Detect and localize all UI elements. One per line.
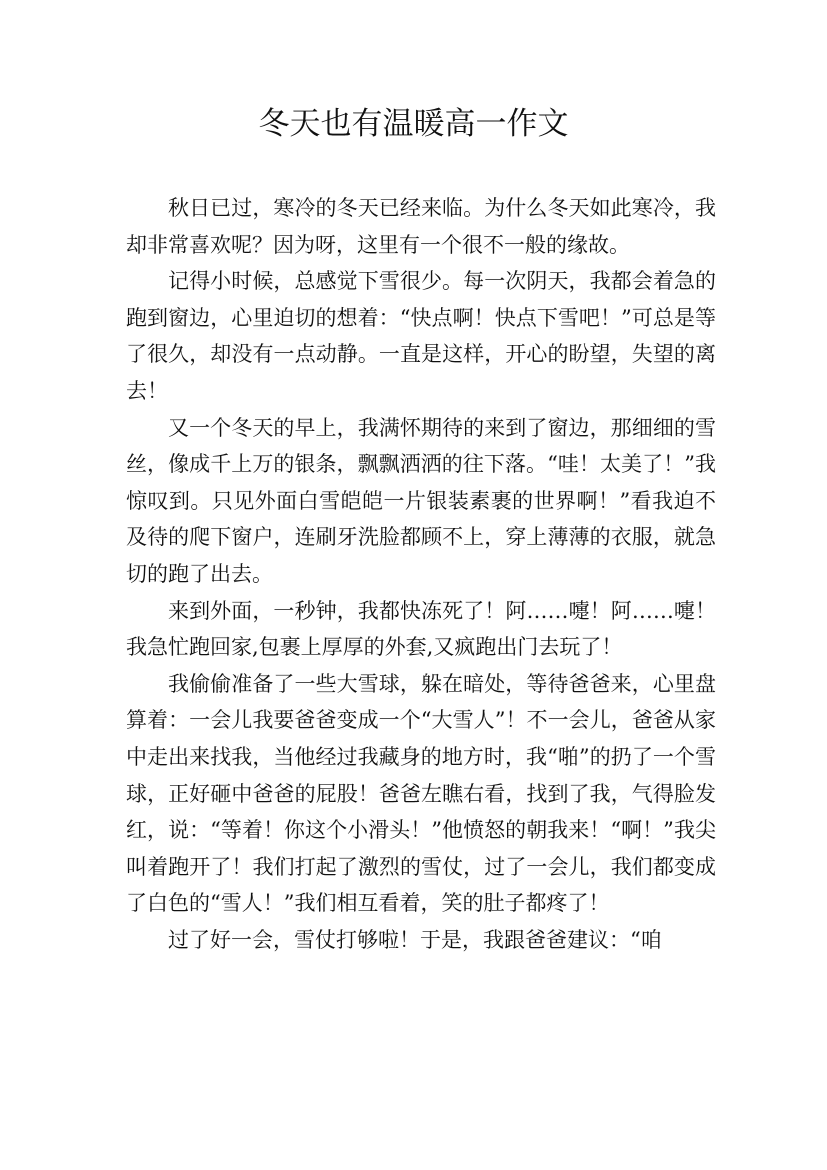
paragraph: 记得小时候，总感觉下雪很少。每一次阴天，我都会着急的跑到窗边，心里迫切的想着：“快点啊！快点下雪吧！”可总是等了很久，却没有一点动静。一直是这样，开心的盼望，失望的离去！	[126, 269, 716, 403]
paragraph: 秋日已过，寒冷的冬天已经来临。为什么冬天如此寒冷，我却非常喜欢呢？因为呀，这里有一个很不一般的缘故。	[126, 196, 716, 257]
paragraph: 又一个冬天的早上，我满怀期待的来到了窗边，那细细的雪丝，像成千上万的银条，飘飘洒洒的往下落。“哇！太美了！”我惊叹到。只见外面白雪皑皑一片银装素裹的世界啊！”看我迫不及待的爬下窗户，连刷牙洗脸都顾不上，穿上薄薄的衣服，就急切的跑了出去。	[126, 415, 716, 586]
paragraph: 来到外面，一秒钟，我都快冻死了！阿……嚏！阿……嚏！我急忙跑回家,包裹上厚厚的外套,又疯跑出门去玩了！	[126, 598, 716, 660]
document-title: 冬天也有温暖高一作文	[258, 106, 569, 142]
document-body	[126, 190, 716, 958]
paragraph: 过了好一会，雪仗打够啦！于是，我跟爸爸建议：“咱	[168, 927, 662, 952]
paragraph: 我偷偷准备了一些大雪球，躲在暗处，等待爸爸来，心里盘算着：一会儿我要爸爸变成一个“大雪人”！不一会儿，爸爸从家中走出来找我，当他经过我藏身的地方时，我“啪”的扔了一个雪球，正好砸中爸爸的屁股！爸爸左瞧右看，找到了我，气得脸发红，说：“等着！你这个小滑头！”他愤怒的朝我来！“啊！”我尖叫着跑开了！我们打起了激烈的雪仗，过了一会儿，我们都变成了白色的“雪人！”我们相互看着，笑的肚子都疼了！	[126, 671, 716, 916]
